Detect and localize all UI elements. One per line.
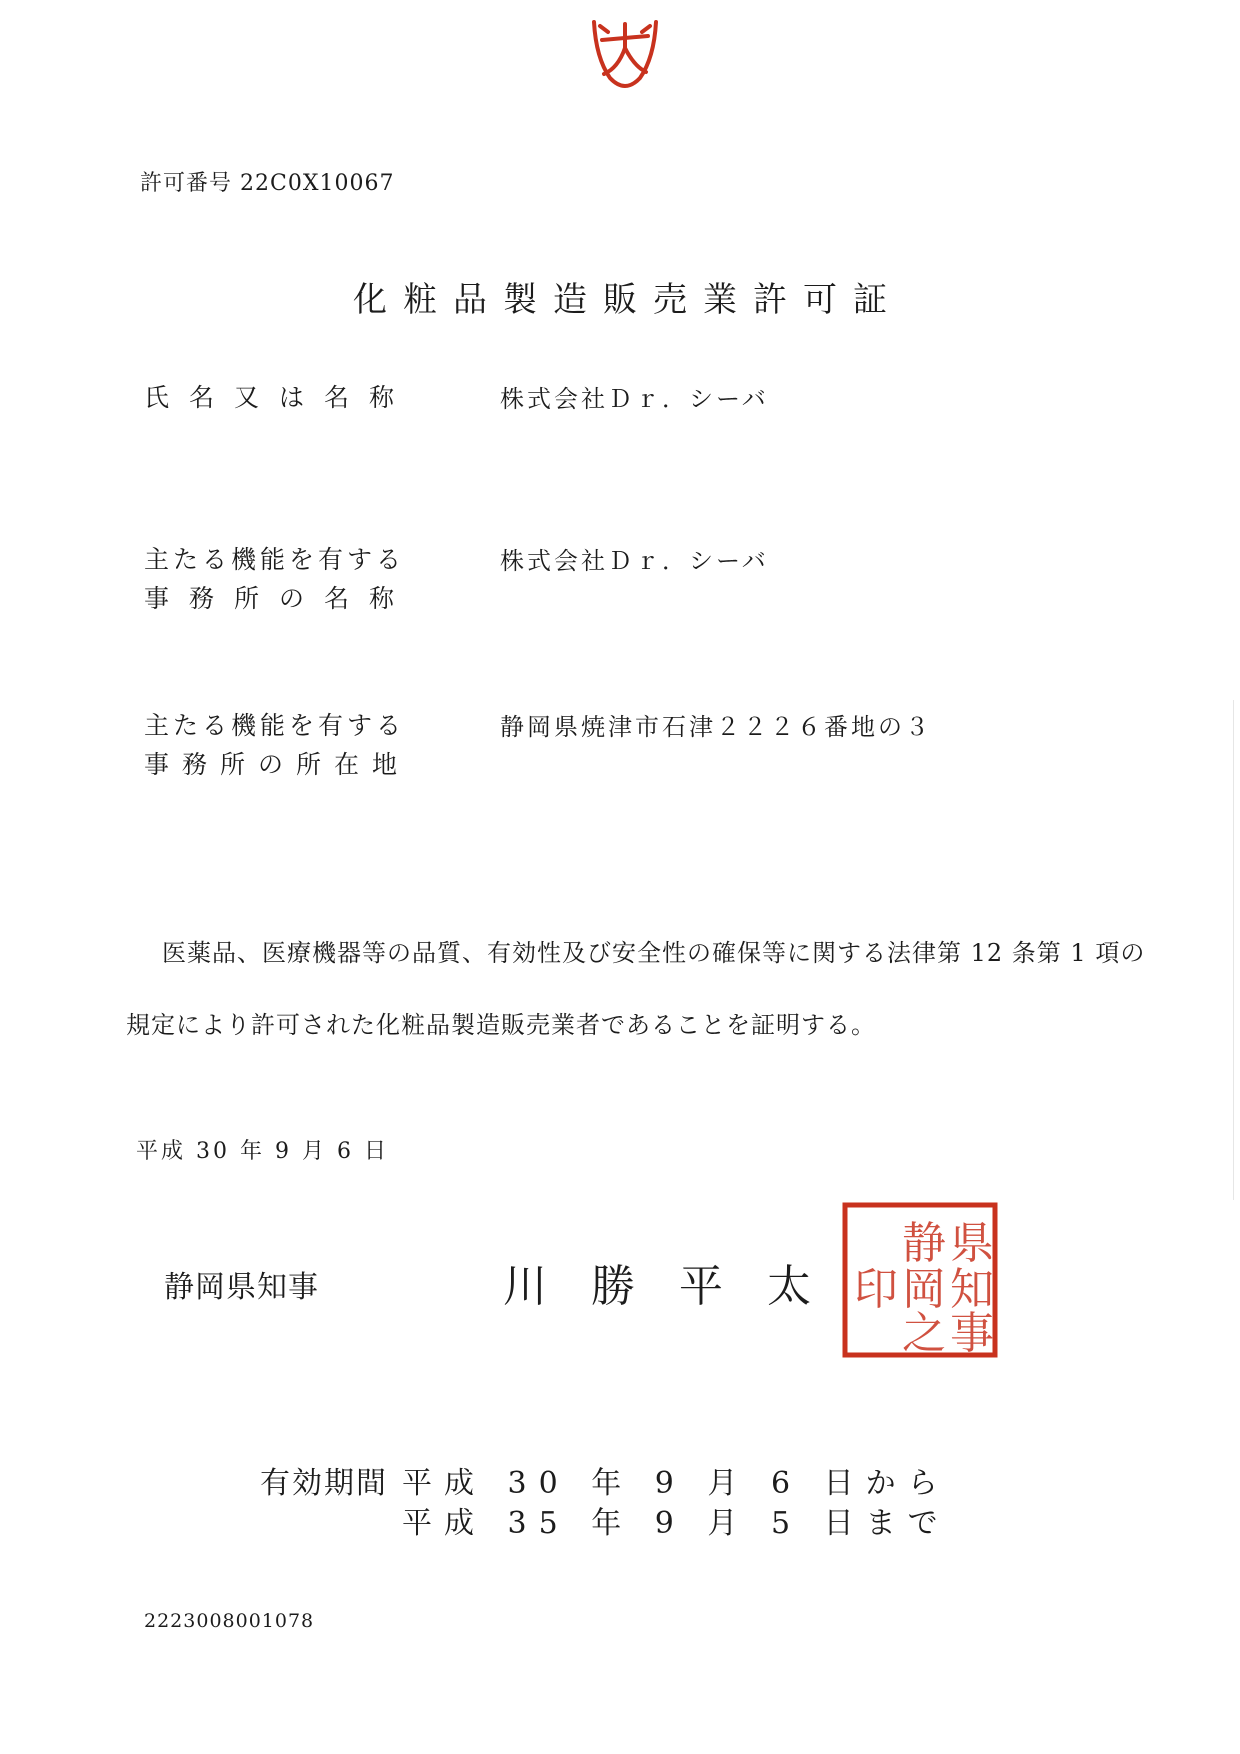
field-value-name: 株式会社Ｄｒ．シーバ bbox=[500, 385, 769, 413]
validity-to: 平成 35 年 9 月 5 日まで bbox=[402, 1506, 950, 1541]
field-label-name bbox=[144, 378, 414, 417]
validity-label: 有効期間 bbox=[260, 1466, 388, 1501]
scan-edge-line bbox=[1233, 700, 1234, 1200]
svg-text:岡: 岡 bbox=[902, 1264, 946, 1315]
svg-text:県: 県 bbox=[950, 1218, 994, 1269]
governor-official-seal bbox=[840, 1200, 1000, 1360]
field-label-office-address bbox=[144, 706, 410, 784]
field-label-office-address-line1: 主たる機能を有する bbox=[144, 711, 406, 740]
field-value-office-name: 株式会社Ｄｒ．シーバ bbox=[500, 547, 769, 575]
svg-text:静: 静 bbox=[902, 1218, 946, 1269]
issue-date: 平成 30 年 9 月 6 日 bbox=[136, 1139, 389, 1164]
svg-text:知: 知 bbox=[950, 1264, 994, 1315]
svg-text:印: 印 bbox=[854, 1264, 898, 1315]
field-label-office-name-line2: 事務所の名称 bbox=[144, 584, 415, 613]
field-label-office-address-line2: 事務所の所在地 bbox=[144, 750, 411, 779]
document-title: 化粧品製造販売業許可証 bbox=[353, 280, 903, 320]
document-number: 2223008001078 bbox=[144, 1610, 315, 1632]
permit-number: 許可番号 22C0X10067 bbox=[140, 171, 395, 196]
validity-from: 平成 30 年 9 月 6 日から bbox=[402, 1466, 950, 1501]
field-label-office-name-line1: 主たる機能を有する bbox=[144, 545, 406, 574]
field-label-office-name bbox=[144, 540, 414, 618]
svg-text:之: 之 bbox=[902, 1308, 946, 1359]
field-value-office-address: 静岡県焼津市石津２２２６番地の３ bbox=[500, 713, 932, 741]
certification-line-1: 医薬品、医療機器等の品質、有効性及び安全性の確保等に関する法律第 12 条第 1 項の bbox=[162, 939, 1146, 967]
certification-line-2: 規定により許可された化粧品製造販売業者であることを証明する。 bbox=[126, 1011, 876, 1039]
field-label-name-line: 氏名又は名称 bbox=[144, 383, 415, 412]
governor-name: 川勝平太 bbox=[503, 1261, 855, 1312]
top-seal-stamp bbox=[588, 18, 662, 96]
svg-text:事: 事 bbox=[950, 1308, 994, 1359]
issuer-title: 静岡県知事 bbox=[164, 1270, 319, 1305]
